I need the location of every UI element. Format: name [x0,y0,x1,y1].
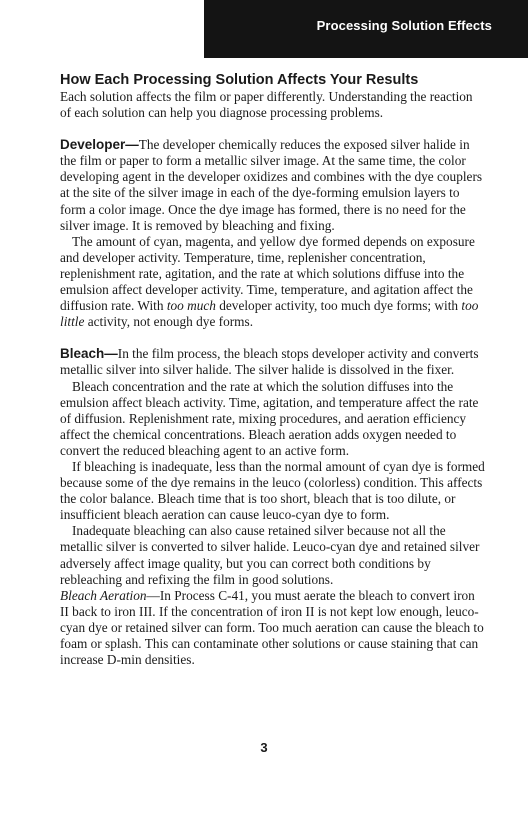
spacer [60,330,485,346]
developer-label: Developer— [60,137,139,153]
bleach-paragraph-3: If bleaching is inadequate, less than the normal amount of cyan dye is formed because some of the dye remains in the leuco (colorless) condition. This affects the color balance. Bleach time that is too short, bleach that is too dilute, or insufficient bleach aeration can cause leuco-cyan dye to form. [60,458,485,523]
bleach-text-1: In the film process, the bleach stops developer activity and converts metallic silver into silver halide. The silver halide is dissolved in the fixer. [60,346,479,378]
header-bar [204,0,528,58]
section-heading: How Each Processing Solution Affects Your Results [60,72,419,88]
developer-paragraph-2 [60,234,485,331]
bleach-paragraph-1 [60,346,485,378]
main-content [60,72,485,668]
bleach-paragraph-4: Inadequate bleaching can also cause retained silver because not all the metallic silver is converted to silver halide. Leuco-cyan dye and retained silver adversely affect image quality, but you can correct both conditions by rebleaching and refixing the film in good solutions. [60,523,480,587]
developer-emphasis-too-much: too much [166,298,216,314]
bleach-aeration-label: Bleach Aeration [60,587,147,603]
bleach-label: Bleach— [60,346,118,362]
developer-text-2b: developer activity, too much dye forms; with [215,298,462,314]
spacer [60,121,485,137]
developer-emphasis-too-little: too little [60,298,479,330]
developer-text-2a: The amount of cyan, magenta, and yellow dye formed depends on exposure and developer activity. Temperature, time, replenisher concentration, replenishment rate, agitation, and the rate at which solutions diffuse into the emulsion affect developer activity. Time, temperature, and agitation affect the diffusion rate. With [60,233,475,314]
developer-paragraph-1 [60,137,485,234]
bleach-aeration-text: —In Process C-41, you must aerate the bleach to convert iron II back to iron III. If the concentration of iron II is not kept low enough, leuco-cyan dye or retained silver can form. Too much aeration can cause the bleach to foam or splash. This can contaminate other solutions or cause staining that can increase D-min densities. [60,587,484,668]
bleach-aeration-paragraph [60,588,485,668]
developer-text-1: The developer chemically reduces the exposed silver halide in the film or paper to form a metallic silver image. At the same time, the color developing agent in the developer oxidizes and combines with the dye couplers at the site of the silver image in each of the dye-forming emulsion layers to form a color image. Once the dye image has formed, there is no need for the silver image. It is removed by bleaching and fixing. [60,137,483,233]
bleach-paragraph-2: Bleach concentration and the rate at which the solution diffuses into the emulsion affect bleach activity. Time, agitation, and temperature affect the rate of diffusion. Replenishment rate, mixing procedures, and aeration efficiency affect the chemical concentrations. Bleach aeration adds oxygen needed to convert the reduced bleaching agent to an active form. [60,378,479,458]
developer-text-2c: activity, not enough dye forms. [84,314,254,330]
intro-paragraph: Each solution affects the film or paper differently. Understanding the reaction of each solution can help you diagnose processing problems. [60,89,473,121]
page-number: 3 [260,740,268,755]
header-title: Processing Solution Effects [316,18,492,33]
